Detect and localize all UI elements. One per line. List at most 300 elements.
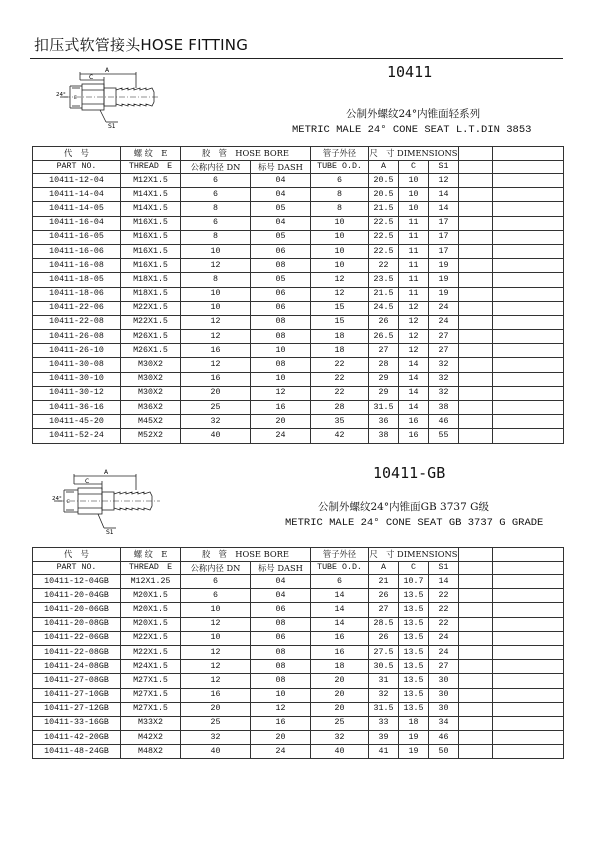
blank-cell xyxy=(493,702,564,716)
dim-a-cell: 26 xyxy=(369,631,399,645)
dim-a-cell: 32 xyxy=(369,688,399,702)
blank-cell xyxy=(493,745,564,759)
dash-cell: 08 xyxy=(251,259,311,273)
blank-cell xyxy=(459,631,493,645)
blank-cell xyxy=(459,372,493,386)
dim-a-cell: 21 xyxy=(369,575,399,589)
dim-s1-cell: 19 xyxy=(429,287,459,301)
header-dn: 公称内径 DN xyxy=(181,561,251,575)
blank-cell xyxy=(459,716,493,730)
dim-c-cell: 11 xyxy=(399,244,429,258)
tube-od-cell: 42 xyxy=(311,429,369,443)
blank-cell xyxy=(493,372,564,386)
dim-s1-cell: 27 xyxy=(429,344,459,358)
dn-cell: 40 xyxy=(181,429,251,443)
dash-cell: 06 xyxy=(251,301,311,315)
table-row xyxy=(33,273,564,287)
dim-a-cell: 29 xyxy=(369,386,399,400)
thread-cell: M42X2 xyxy=(121,731,181,745)
part-no-cell: 10411-33-16GB xyxy=(33,716,121,730)
dim-s1-cell: 50 xyxy=(429,745,459,759)
dash-cell: 06 xyxy=(251,603,311,617)
dn-cell: 25 xyxy=(181,401,251,415)
tube-od-cell: 22 xyxy=(311,358,369,372)
table-row xyxy=(33,301,564,315)
dn-cell: 10 xyxy=(181,603,251,617)
part-no-cell: 10411-20-08GB xyxy=(33,617,121,631)
tube-od-cell: 28 xyxy=(311,401,369,415)
dn-cell: 12 xyxy=(181,645,251,659)
dim-s1-cell: 24 xyxy=(429,315,459,329)
dim-a-cell: 26 xyxy=(369,315,399,329)
thread-cell: M36X2 xyxy=(121,401,181,415)
table-row xyxy=(33,330,564,344)
dash-cell: 04 xyxy=(251,575,311,589)
dim-a-cell: 28.5 xyxy=(369,617,399,631)
part-no-cell: 10411-20-06GB xyxy=(33,603,121,617)
header-a: A xyxy=(369,160,399,174)
dn-cell: 6 xyxy=(181,589,251,603)
table-row xyxy=(33,731,564,745)
tube-od-cell: 20 xyxy=(311,674,369,688)
subtitle-english: METRIC MALE 24° CONE SEAT GB 3737 G GRADE xyxy=(285,517,544,529)
blank-cell xyxy=(493,401,564,415)
header-tube: 管子外径 xyxy=(311,147,369,161)
dim-label-a: A xyxy=(105,67,110,74)
dim-c-cell: 13.5 xyxy=(399,589,429,603)
tube-od-cell: 16 xyxy=(311,631,369,645)
dim-a-cell: 22 xyxy=(369,259,399,273)
dim-s1-cell: 55 xyxy=(429,429,459,443)
thread-cell: M14X1.5 xyxy=(121,202,181,216)
dim-c-cell: 14 xyxy=(399,358,429,372)
dim-c-cell: 10 xyxy=(399,202,429,216)
dash-cell: 20 xyxy=(251,731,311,745)
blank-cell xyxy=(459,202,493,216)
blank-cell xyxy=(459,230,493,244)
dim-a-cell: 27.5 xyxy=(369,645,399,659)
header-a: A xyxy=(369,561,399,575)
header-dash: 标号 DASH xyxy=(251,160,311,174)
part-no-cell: 10411-26-10 xyxy=(33,344,121,358)
dash-cell: 10 xyxy=(251,344,311,358)
dim-s1-cell: 12 xyxy=(429,174,459,188)
table-row xyxy=(33,603,564,617)
subtitle-chinese: 公制外螺纹24°内锥面GB 3737 G级 xyxy=(318,501,489,513)
thread-cell: M20X1.5 xyxy=(121,617,181,631)
dash-cell: 08 xyxy=(251,674,311,688)
dn-cell: 20 xyxy=(181,702,251,716)
thread-cell: M16X1.5 xyxy=(121,259,181,273)
blank-cell xyxy=(459,301,493,315)
thread-cell: M14X1.5 xyxy=(121,188,181,202)
part-no-cell: 10411-42-20GB xyxy=(33,731,121,745)
dim-c-cell: 18 xyxy=(399,716,429,730)
dn-cell: 20 xyxy=(181,386,251,400)
part-no-cell: 10411-18-06 xyxy=(33,287,121,301)
header-code: 代 号 xyxy=(33,147,121,161)
blank-cell xyxy=(493,358,564,372)
table-row xyxy=(33,358,564,372)
thread-cell: M26X1.5 xyxy=(121,330,181,344)
dash-cell: 24 xyxy=(251,429,311,443)
part-no-cell: 10411-16-05 xyxy=(33,230,121,244)
thread-cell: M16X1.5 xyxy=(121,244,181,258)
subtitle-chinese: 公制外螺纹24°内锥面轻系列 xyxy=(346,108,481,120)
blank-cell xyxy=(493,315,564,329)
fitting-diagram-10411 xyxy=(56,66,166,134)
dim-s1-cell: 32 xyxy=(429,372,459,386)
blank-cell xyxy=(459,287,493,301)
dim-a-cell: 31 xyxy=(369,674,399,688)
thread-cell: M27X1.5 xyxy=(121,688,181,702)
dn-cell: 10 xyxy=(181,244,251,258)
dash-cell: 04 xyxy=(251,589,311,603)
header-blank xyxy=(493,147,564,161)
dim-s1-cell: 17 xyxy=(429,244,459,258)
blank-cell xyxy=(493,429,564,443)
dim-s1-cell: 19 xyxy=(429,273,459,287)
tube-od-cell: 32 xyxy=(311,731,369,745)
blank-cell xyxy=(459,617,493,631)
dash-cell: 10 xyxy=(251,372,311,386)
table-row xyxy=(33,415,564,429)
part-no-cell: 10411-22-08 xyxy=(33,315,121,329)
dn-cell: 6 xyxy=(181,216,251,230)
thread-cell: M22X1.5 xyxy=(121,631,181,645)
table-row xyxy=(33,259,564,273)
blank-cell xyxy=(493,631,564,645)
table-row xyxy=(33,216,564,230)
dash-cell: 08 xyxy=(251,315,311,329)
tube-od-cell: 22 xyxy=(311,372,369,386)
table-row xyxy=(33,702,564,716)
page-title: 扣压式软管接头HOSE FITTING xyxy=(34,36,249,54)
thread-cell: M24X1.5 xyxy=(121,660,181,674)
dn-cell: 12 xyxy=(181,660,251,674)
header-blank xyxy=(493,160,564,174)
dim-c-cell: 10 xyxy=(399,174,429,188)
tube-od-cell: 12 xyxy=(311,273,369,287)
header-blank xyxy=(459,548,493,562)
blank-cell xyxy=(493,301,564,315)
blank-cell xyxy=(459,575,493,589)
blank-cell xyxy=(459,603,493,617)
dim-a-cell: 20.5 xyxy=(369,188,399,202)
dim-label-e: E xyxy=(67,500,70,505)
blank-cell xyxy=(459,273,493,287)
dim-c-cell: 11 xyxy=(399,287,429,301)
blank-cell xyxy=(493,174,564,188)
thread-cell: M48X2 xyxy=(121,745,181,759)
dn-cell: 25 xyxy=(181,716,251,730)
dim-s1-cell: 46 xyxy=(429,415,459,429)
dim-s1-cell: 38 xyxy=(429,401,459,415)
part-no-cell: 10411-30-10 xyxy=(33,372,121,386)
blank-cell xyxy=(493,230,564,244)
table-row xyxy=(33,344,564,358)
header-dimensions: 尺 寸 DIMENSIONS xyxy=(369,148,458,159)
header-thread-en: THREAD E xyxy=(121,160,181,174)
tube-od-cell: 6 xyxy=(311,575,369,589)
thread-cell: M27X1.5 xyxy=(121,702,181,716)
table-row xyxy=(33,287,564,301)
dn-cell: 16 xyxy=(181,344,251,358)
dim-a-cell: 38 xyxy=(369,429,399,443)
dim-c-cell: 12 xyxy=(399,315,429,329)
table-row xyxy=(33,716,564,730)
dim-s1-cell: 46 xyxy=(429,731,459,745)
table-row xyxy=(33,745,564,759)
fitting-diagram-10411-gb xyxy=(52,468,172,540)
dim-label-e: E xyxy=(74,96,77,101)
dim-s1-cell: 22 xyxy=(429,617,459,631)
angle-label: 24° xyxy=(52,496,62,502)
table-row xyxy=(33,401,564,415)
dim-label-s1: S1 xyxy=(108,123,116,130)
dim-c-cell: 13.5 xyxy=(399,617,429,631)
dn-cell: 12 xyxy=(181,315,251,329)
part-no-cell: 10411-52-24 xyxy=(33,429,121,443)
spec-table-10411-gb xyxy=(32,547,564,759)
model-number: 10411 xyxy=(387,63,433,81)
blank-cell xyxy=(493,344,564,358)
dim-s1-cell: 19 xyxy=(429,259,459,273)
blank-cell xyxy=(493,188,564,202)
thread-cell: M30X2 xyxy=(121,372,181,386)
dim-s1-cell: 14 xyxy=(429,575,459,589)
blank-cell xyxy=(459,589,493,603)
dim-a-cell: 36 xyxy=(369,415,399,429)
thread-cell: M26X1.5 xyxy=(121,344,181,358)
blank-cell xyxy=(459,244,493,258)
dn-cell: 12 xyxy=(181,330,251,344)
part-no-cell: 10411-12-04 xyxy=(33,174,121,188)
table-row xyxy=(33,386,564,400)
blank-cell xyxy=(459,344,493,358)
tube-od-cell: 14 xyxy=(311,603,369,617)
header-hose: 胶 管 HOSE BORE xyxy=(181,147,311,161)
dn-cell: 40 xyxy=(181,745,251,759)
dim-a-cell: 26.5 xyxy=(369,330,399,344)
dim-c-cell: 10 xyxy=(399,188,429,202)
dim-s1-cell: 17 xyxy=(429,230,459,244)
blank-cell xyxy=(459,688,493,702)
blank-cell xyxy=(459,702,493,716)
table-row xyxy=(33,230,564,244)
tube-od-cell: 15 xyxy=(311,315,369,329)
tube-od-cell: 8 xyxy=(311,202,369,216)
dim-c-cell: 12 xyxy=(399,344,429,358)
tube-od-cell: 18 xyxy=(311,344,369,358)
spec-table-10411 xyxy=(32,146,564,444)
blank-cell xyxy=(493,617,564,631)
dim-c-cell: 11 xyxy=(399,216,429,230)
table-row xyxy=(33,674,564,688)
dim-a-cell: 33 xyxy=(369,716,399,730)
tube-od-cell: 22 xyxy=(311,386,369,400)
blank-cell xyxy=(459,259,493,273)
part-no-cell: 10411-14-05 xyxy=(33,202,121,216)
dim-a-cell: 23.5 xyxy=(369,273,399,287)
dim-s1-cell: 14 xyxy=(429,188,459,202)
part-no-cell: 10411-45-20 xyxy=(33,415,121,429)
header-blank xyxy=(459,147,493,161)
header-s1: S1 xyxy=(429,561,459,575)
dim-s1-cell: 14 xyxy=(429,202,459,216)
dim-a-cell: 31.5 xyxy=(369,702,399,716)
dim-s1-cell: 32 xyxy=(429,386,459,400)
blank-cell xyxy=(459,386,493,400)
dash-cell: 08 xyxy=(251,617,311,631)
part-no-cell: 10411-27-08GB xyxy=(33,674,121,688)
dim-a-cell: 26 xyxy=(369,589,399,603)
dim-c-cell: 13.5 xyxy=(399,660,429,674)
dim-a-cell: 28 xyxy=(369,358,399,372)
dim-c-cell: 14 xyxy=(399,386,429,400)
header-code: 代 号 xyxy=(33,548,121,562)
dim-s1-cell: 22 xyxy=(429,603,459,617)
dim-a-cell: 24.5 xyxy=(369,301,399,315)
dn-cell: 12 xyxy=(181,358,251,372)
dim-s1-cell: 32 xyxy=(429,358,459,372)
thread-cell: M20X1.5 xyxy=(121,603,181,617)
blank-cell xyxy=(493,216,564,230)
blank-cell xyxy=(493,330,564,344)
blank-cell xyxy=(459,660,493,674)
dim-c-cell: 11 xyxy=(399,259,429,273)
dim-c-cell: 16 xyxy=(399,429,429,443)
dim-c-cell: 13.5 xyxy=(399,603,429,617)
thread-cell: M18X1.5 xyxy=(121,287,181,301)
table-row xyxy=(33,631,564,645)
part-no-cell: 10411-30-12 xyxy=(33,386,121,400)
thread-cell: M33X2 xyxy=(121,716,181,730)
part-no-cell: 10411-16-06 xyxy=(33,244,121,258)
thread-cell: M12X1.25 xyxy=(121,575,181,589)
part-no-cell: 10411-22-06GB xyxy=(33,631,121,645)
header-row-en xyxy=(33,160,564,174)
tube-od-cell: 20 xyxy=(311,688,369,702)
dn-cell: 12 xyxy=(181,674,251,688)
blank-cell xyxy=(493,386,564,400)
dim-c-cell: 14 xyxy=(399,401,429,415)
blank-cell xyxy=(493,589,564,603)
subtitle-english: METRIC MALE 24° CONE SEAT L.T.DIN 3853 xyxy=(292,124,532,136)
blank-cell xyxy=(459,429,493,443)
dash-cell: 16 xyxy=(251,716,311,730)
dash-cell: 06 xyxy=(251,244,311,258)
tube-od-cell: 10 xyxy=(311,244,369,258)
dn-cell: 10 xyxy=(181,301,251,315)
part-no-cell: 10411-20-04GB xyxy=(33,589,121,603)
header-thread: 螺 纹 E xyxy=(121,548,181,562)
blank-cell xyxy=(459,188,493,202)
blank-cell xyxy=(493,259,564,273)
dn-cell: 6 xyxy=(181,188,251,202)
table-row xyxy=(33,202,564,216)
dash-cell: 16 xyxy=(251,401,311,415)
dash-cell: 08 xyxy=(251,358,311,372)
dim-s1-cell: 17 xyxy=(429,216,459,230)
part-no-cell: 10411-14-04 xyxy=(33,188,121,202)
dim-c-cell: 11 xyxy=(399,230,429,244)
dash-cell: 12 xyxy=(251,386,311,400)
header-dn: 公称内径 DN xyxy=(181,160,251,174)
dn-cell: 10 xyxy=(181,287,251,301)
dash-cell: 04 xyxy=(251,188,311,202)
dn-cell: 12 xyxy=(181,617,251,631)
dn-cell: 6 xyxy=(181,174,251,188)
blank-cell xyxy=(493,674,564,688)
dn-cell: 16 xyxy=(181,688,251,702)
dim-c-cell: 19 xyxy=(399,731,429,745)
tube-od-cell: 15 xyxy=(311,301,369,315)
header-s1: S1 xyxy=(429,160,459,174)
angle-label: 24° xyxy=(56,92,66,98)
table-row xyxy=(33,429,564,443)
part-no-cell: 10411-16-08 xyxy=(33,259,121,273)
thread-cell: M52X2 xyxy=(121,429,181,443)
dash-cell: 08 xyxy=(251,660,311,674)
dash-cell: 05 xyxy=(251,230,311,244)
table-row xyxy=(33,660,564,674)
tube-od-cell: 14 xyxy=(311,617,369,631)
tube-od-cell: 35 xyxy=(311,415,369,429)
blank-cell xyxy=(493,415,564,429)
tube-od-cell: 25 xyxy=(311,716,369,730)
dn-cell: 8 xyxy=(181,230,251,244)
header-tube-od: TUBE O.D. xyxy=(311,160,369,174)
dash-cell: 08 xyxy=(251,330,311,344)
thread-cell: M30X2 xyxy=(121,358,181,372)
dim-c-cell: 12 xyxy=(399,301,429,315)
thread-cell: M22X1.5 xyxy=(121,301,181,315)
table-row xyxy=(33,315,564,329)
dim-c-cell: 19 xyxy=(399,745,429,759)
tube-od-cell: 18 xyxy=(311,660,369,674)
dash-cell: 20 xyxy=(251,415,311,429)
header-dash: 标号 DASH xyxy=(251,561,311,575)
dash-cell: 12 xyxy=(251,702,311,716)
blank-cell xyxy=(459,731,493,745)
blank-cell xyxy=(493,688,564,702)
dim-a-cell: 22.5 xyxy=(369,244,399,258)
dn-cell: 16 xyxy=(181,372,251,386)
header-row-cn xyxy=(33,548,564,562)
tube-od-cell: 12 xyxy=(311,287,369,301)
dash-cell: 06 xyxy=(251,287,311,301)
table-row xyxy=(33,575,564,589)
dash-cell: 08 xyxy=(251,645,311,659)
dim-s1-cell: 24 xyxy=(429,645,459,659)
part-no-cell: 10411-24-08GB xyxy=(33,660,121,674)
blank-cell xyxy=(493,244,564,258)
dim-c-cell: 13.5 xyxy=(399,645,429,659)
part-no-cell: 10411-18-05 xyxy=(33,273,121,287)
dim-a-cell: 29 xyxy=(369,372,399,386)
blank-cell xyxy=(493,202,564,216)
dash-cell: 24 xyxy=(251,745,311,759)
tube-od-cell: 40 xyxy=(311,745,369,759)
dn-cell: 32 xyxy=(181,415,251,429)
header-tube: 管子外径 xyxy=(311,548,369,562)
tube-od-cell: 20 xyxy=(311,702,369,716)
blank-cell xyxy=(493,716,564,730)
header-dimensions: 尺 寸 DIMENSIONS xyxy=(369,549,458,560)
blank-cell xyxy=(459,315,493,329)
thread-cell: M27X1.5 xyxy=(121,674,181,688)
